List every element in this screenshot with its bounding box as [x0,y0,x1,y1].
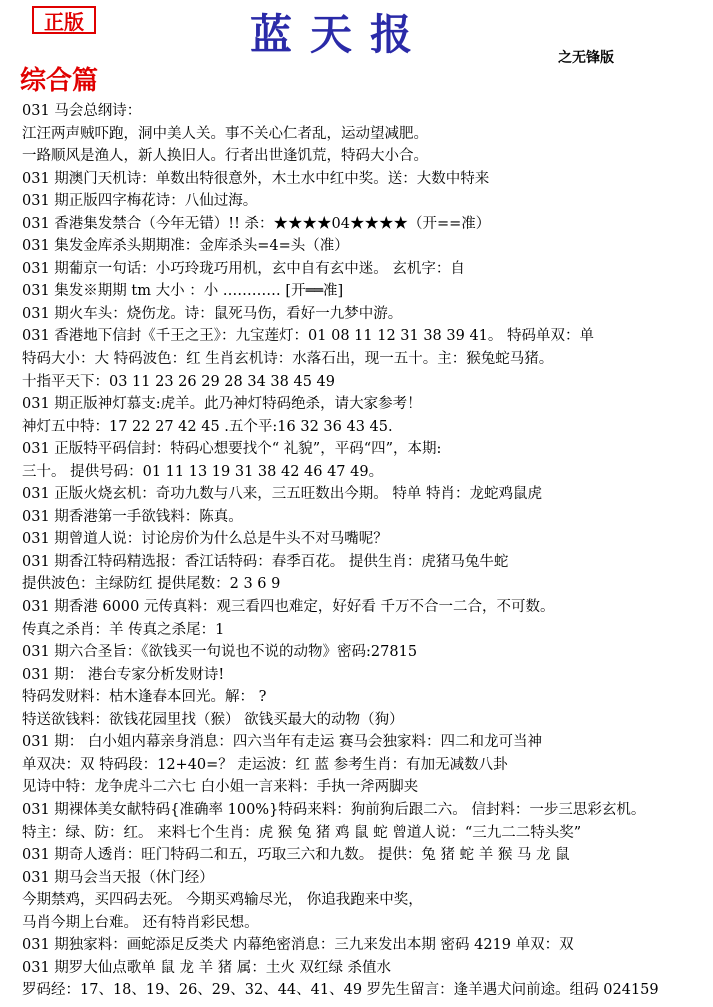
page-title: 蓝天报 [250,10,431,59]
text-line: 031 期正版四字梅花诗：八仙过海。 [22,193,258,210]
text-line: 提供波色：主绿防红 提供尾数：2 3 6 9 [22,576,281,593]
text-line: 031 期曾道人说：讨论房价为什么总是牛头不对马嘴呢？ [22,531,388,548]
text-line: 031 期火车头：烧伤龙。诗：鼠死马伤，看好一九梦中游。 [22,305,403,322]
text-line: 马肖今期上台难。 还有特肖彩民想。 [22,914,259,931]
text-line: 三十。 提供号码：01 11 13 19 31 38 42 46 47 49。 [22,463,384,480]
text-line: 031 香港集发禁合（今年无错）!! 杀：★★★★04★★★★（开==准） [22,215,491,232]
text-line: 一路顺风是渔人，新人换旧人。行者出世逢饥荒，特码大小合。 [22,148,428,165]
text-line: 031 期澳门天机诗：单数出特很意外，木土水中红中奖。送：大数中特来 [22,170,490,187]
text-line: 特码发财料：枯木逢春本回光。解： ? [22,689,267,706]
text-line: 031 期裸体美女献特码{准确率 100%}特码来料：狗前狗后跟二六。 信封料：一步三思彩玄机。 [22,801,646,818]
text-line: 031 集发金库杀头期期准：金库杀头=4=头（准） [22,238,349,255]
text-line: 031 期葡京一句话：小巧玲珑巧用机，玄中自有玄中迷。 玄机字：自 [22,260,465,277]
text-line: 特主：绿、防：红。 来料七个生肖：虎 猴 兔 猪 鸡 鼠 蛇 曾道人说：“三九二二特头奖” [22,824,582,841]
text-line: 031 期香江特码精选报：香江话特码：春季百花。 提供生肖：虎猪马兔牛蛇 [22,553,509,570]
text-line: 031 期六合圣旨：《欲钱买一句说也不说的动物》密码:27815 [22,644,418,661]
edition-badge: 正版 [32,6,96,34]
text-line: 031 期： 白小姐内幕亲身消息：四六当年有走运 赛马会独家料：四二和龙可当神 [22,734,543,751]
text-line: 031 期香港 6000 元传真料：观三看四也难定，好好看 千万不合一二合，不可数。 [22,599,555,616]
text-line: 031 正版特平码信封：特码心想要找个“ 礼貌”，平码“四”，本期: [22,441,442,458]
text-line: 031 期独家料：画蛇添足反类犬 内幕绝密消息：三九来发出本期 密码 4219 单双：双 [22,937,574,954]
edition-label: 之无锋版 [558,50,614,66]
text-line: 神灯五中特：17 22 27 42 45 .五个平:16 32 36 43 45. [22,418,393,435]
text-line: 031 正版火烧玄机：奇功九数与八来，三五旺数出今期。 特单 特肖：龙蛇鸡鼠虎 [22,486,543,503]
text-line: 特送欲钱料：欲钱花园里找（猴） 欲钱买最大的动物（狗） [22,711,404,728]
text-line: 031 马会总纲诗： [22,103,142,119]
text-line: 见诗中特：龙争虎斗二六七 白小姐一言来料：手执一斧两脚夹 [22,779,419,796]
text-line: 031 期正版神灯慕支:虎羊。此乃神灯特码绝杀，请大家参考！ [22,396,422,413]
text-line: 031 集发※期期 tm 大小 ：小 ………… [开══准] [22,283,344,300]
section-heading: 综合篇 [20,66,99,96]
text-line: 031 期香港第一手欲钱料：陈真。 [22,508,243,525]
text-line: 031 期奇人透肖：旺门特码二和五，巧取三六和九数。 提供：兔 猪 蛇 羊 猴 马 龙 鼠 [22,847,570,864]
text-line: 031 香港地下信封《千王之王》：九宝莲灯：01 08 11 12 31 38 39 41。 特码单双：单 [22,328,595,345]
text-line: 031 期罗大仙点歌单 鼠 龙 羊 猪 属：土火 双红绿 杀值水 [22,959,392,976]
text-line: 单双决：双 特码段：12+40=？ 走运波：红 蓝 参考生肖：有加无减数八卦 [22,756,508,773]
content-body [22,100,705,1002]
text-line: 传真之杀肖：羊 传真之杀尾：1 [22,621,225,638]
text-line: 特码大小：大 特码波色：红 生肖玄机诗：水落石出，现一五十。主：猴兔蛇马猪。 [22,351,554,368]
text-line: 罗码经：17、18、19、26、29、32、44、41、49 罗先生留言：逢羊遇犬问前途。组码 024159 [22,982,659,999]
text-line: 今期禁鸡，买四码去死。 今期买鸡输尽光， 你追我跑来中奖， [22,892,423,909]
text-line: 十指平天下：03 11 23 26 29 28 34 38 45 49 [22,373,335,390]
text-line: 031 期： 港台专家分析发财诗! [22,666,225,683]
text-line: 江汪两声贼吓跑，洞中美人关。事不关心仁者乱，运动望减肥。 [22,125,428,142]
text-line: 031 期马会当天报（休门经） [22,869,214,886]
